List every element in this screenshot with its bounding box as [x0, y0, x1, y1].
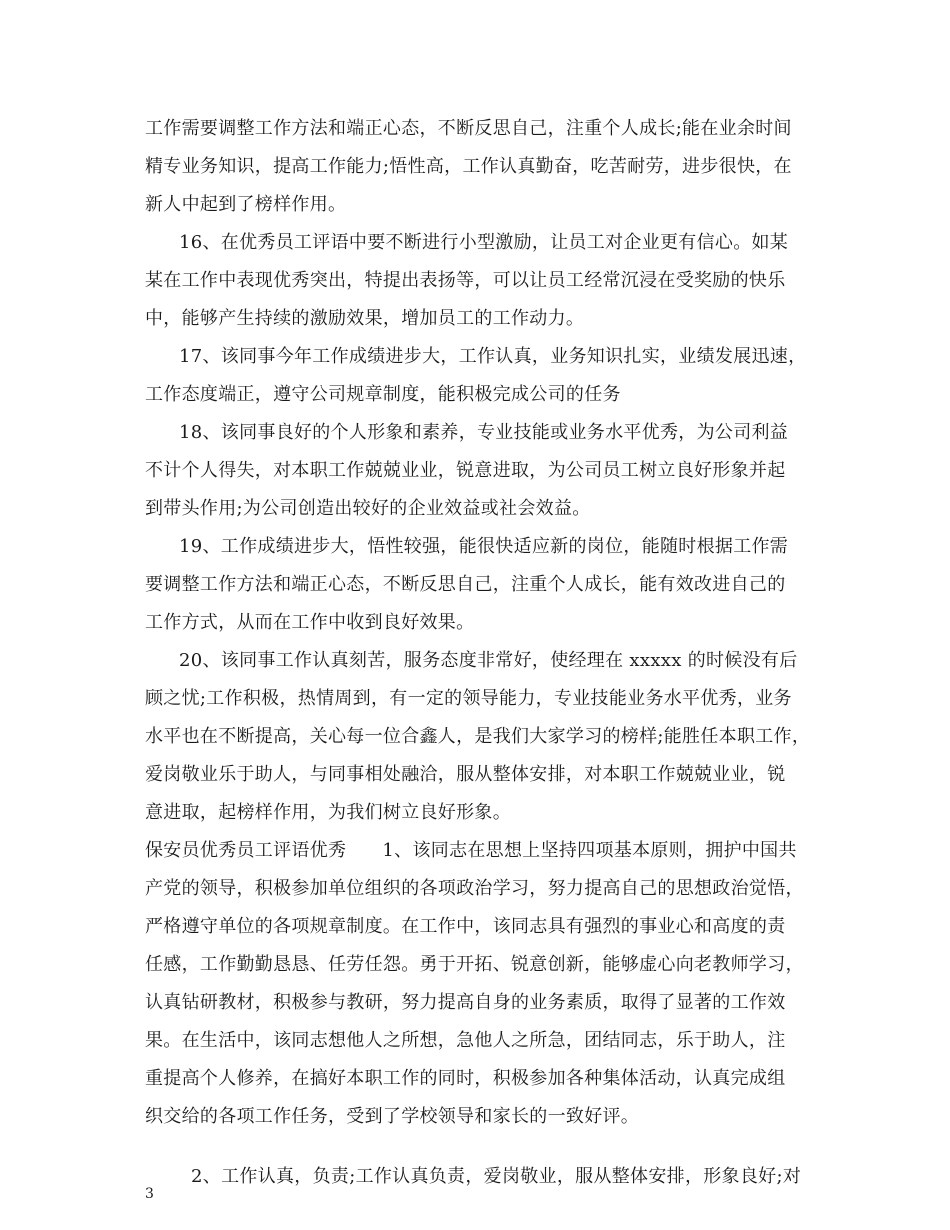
text-line: 产党的领导，积极参加单位组织的各项政治学习，努力提高自己的思想政治觉悟，: [145, 878, 804, 899]
text-line: 爱岗敬业乐于助人，与同事相处融洽，服从整体安排，对本职工作兢兢业业，锐: [145, 764, 786, 785]
paragraph-18-start: 18、该同事良好的个人形象和素养，专业技能或业务水平优秀，为公司利益: [179, 422, 789, 443]
text-line: 织交给的各项工作任务，受到了学校领导和家长的一致好评。: [145, 1106, 640, 1127]
text-line: 任感，工作勤勤恳恳、任劳任怨。勇于开拓、锐意创新，能够虚心向老教师学习，: [145, 954, 804, 975]
text-line: 到带头作用;为公司创造出较好的企业效益或社会效益。: [145, 498, 591, 519]
section-heading-line: 保安员优秀员工评语优秀 1、该同志在思想上坚持四项基本原则，拥护中国共: [145, 840, 797, 861]
text-line: 中，能够产生持续的激励效果，增加员工的工作动力。: [145, 308, 585, 329]
text-line: 重提高个人修养，在搞好本职工作的同时，积极参加各种集体活动，认真完成组: [145, 1068, 786, 1089]
text-line: 工作方式，从而在工作中收到良好效果。: [145, 612, 475, 633]
paragraph-20-start: 20、该同事工作认真刻苦，服务态度非常好，使经理在 xxxxx 的时候没有后: [179, 650, 798, 671]
text-line: 意进取，起榜样作用，为我们树立良好形象。: [145, 802, 511, 823]
text-line: 顾之忧;工作积极，热情周到，有一定的领导能力，专业技能业务水平优秀，业务: [145, 688, 792, 709]
paragraph-2-start: [179, 1144, 801, 1188]
text-line: 精专业务知识，提高工作能力;悟性高，工作认真勤奋，吃苦耐劳，进步很快，在: [145, 156, 792, 177]
text-line: 要调整工作方法和端正心态，不断反思自己，注重个人成长，能有效改进自己的: [145, 574, 786, 595]
text-line: 某在工作中表现优秀突出，特提出表扬等，可以让员工经常沉浸在受奖励的快乐: [145, 270, 786, 291]
text-line: 严格遵守单位的各项规章制度。在工作中，该同志具有强烈的事业心和高度的责: [145, 916, 786, 937]
text-line: 工作态度端正，遵守公司规章制度，能积极完成公司的任务: [145, 384, 621, 405]
text-line: 不计个人得失，对本职工作兢兢业业，锐意进取，为公司员工树立良好形象并起: [145, 460, 786, 481]
text-line: 果。在生活中，该同志想他人之所想，急他人之所急，团结同志，乐于助人，注: [145, 1030, 786, 1051]
text-line: 新人中起到了榜样作用。: [145, 194, 347, 215]
text-line: 水平也在不断提高，关心每一位合鑫人，是我们大家学习的榜样;能胜任本职工作，: [145, 726, 811, 747]
paragraph-17-start: 17、该同事今年工作成绩进步大，工作认真，业务知识扎实，业绩发展迅速，: [179, 346, 807, 367]
text-line: 认真钻研教材，积极参与教研，努力提高自身的业务素质，取得了显著的工作效: [145, 992, 786, 1013]
paragraph-2-text: 2、工作认真，负责;工作认真负责，爱岗敬业，服从整体安排，形象良好;对: [191, 1166, 802, 1187]
page-number: 3: [145, 1186, 154, 1202]
paragraph-16-start: 16、在优秀员工评语中要不断进行小型激励，让员工对企业更有信心。如某: [179, 232, 789, 253]
paragraph-19-start: 19、工作成绩进步大，悟性较强，能很快适应新的岗位，能随时根据工作需: [179, 536, 789, 557]
text-line: 工作需要调整工作方法和端正心态，不断反思自己，注重个人成长;能在业余时间: [145, 118, 792, 139]
